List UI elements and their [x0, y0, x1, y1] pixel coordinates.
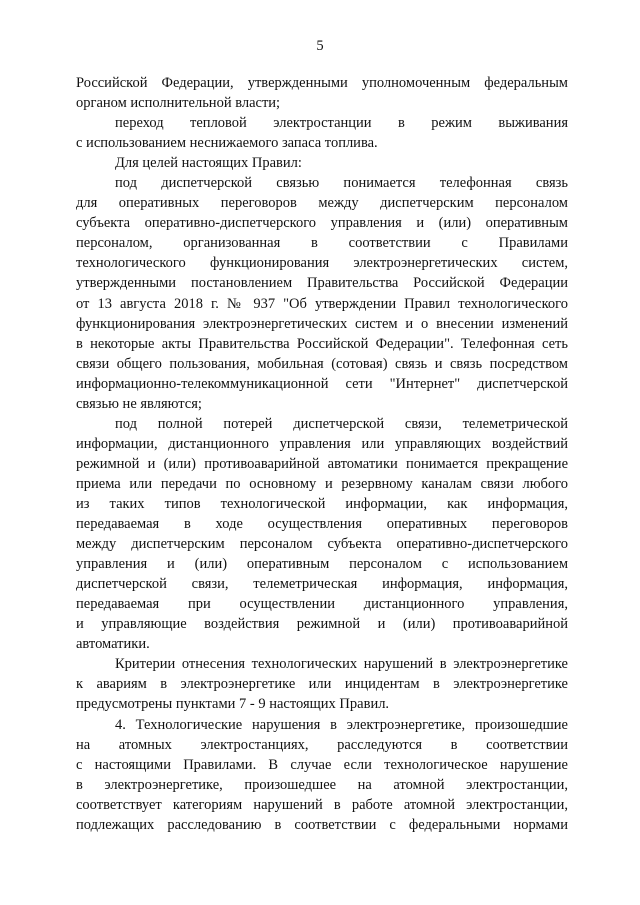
text-line: Для целей настоящих Правил:: [115, 155, 302, 172]
page-number: 5: [316, 38, 324, 54]
paragraph: [76, 73, 568, 113]
text-line: к авариям в электроэнергетике или инцидентам в электроэнергетике: [76, 676, 568, 693]
text-line: 4. Технологические нарушения в электроэнергетике, произошедшие: [115, 716, 568, 733]
text-line: предусмотрены пунктами 7 - 9 настоящих Правил.: [76, 696, 390, 713]
text-line: Российской Федерации, утвержденными уполномоченным федеральным: [76, 75, 568, 91]
text-line: связи общего пользования, мобильная (сотовая) связь и связь посредством: [76, 355, 568, 372]
paragraph: [76, 715, 568, 835]
text-line: информации, дистанционного управления или управляющих воздействий: [76, 435, 568, 452]
text-line: из таких типов технологической информации, как информация,: [76, 495, 568, 512]
text-line: автоматики.: [76, 636, 150, 653]
text-line: от 13 августа 2018 г. № 937 "Об утверждении Правил технологического: [76, 295, 568, 312]
text-line: соответствует категориям нарушений в работе атомной электростанции,: [76, 796, 568, 813]
text-line: Критерии отнесения технологических нарушений в электроэнергетике: [115, 656, 568, 673]
text-line: между диспетчерским персоналом субъекта оперативно-диспетчерского: [76, 536, 568, 553]
paragraph: [76, 654, 568, 714]
text-line: передаваемая в ходе осуществления оперативных переговоров: [76, 516, 568, 533]
text-line: с использованием неснижаемого запаса топлива.: [76, 135, 378, 152]
document-body: [76, 73, 568, 835]
text-line: органом исполнительной власти;: [76, 95, 281, 112]
text-line: диспетчерской связи, телеметрическая информация, информация,: [76, 576, 568, 593]
text-line: субъекта оперативно-диспетчерского управления и (или) оперативным: [76, 215, 568, 232]
text-line: подлежащих расследованию в соответствии с федеральными нормами: [76, 816, 568, 833]
text-line: с настоящими Правилами. В случае если технологическое нарушение: [76, 756, 568, 773]
text-line: управления и (или) оперативным персоналом с использованием: [76, 556, 568, 573]
text-line: функционирования электроэнергетических систем и о внесении изменений: [76, 315, 568, 332]
text-line: персоналом, организованная в соответствии с Правилами: [76, 235, 568, 252]
paragraph: [76, 113, 568, 153]
text-line: информационно-телекоммуникационной сети "Интернет" диспетчерской: [76, 375, 568, 392]
text-line: под полной потерей диспетчерской связи, телеметрической: [115, 415, 568, 432]
text-line: передаваемая при осуществлении дистанционного управления,: [76, 596, 568, 613]
text-line: связью не являются;: [76, 395, 202, 412]
paragraph: [76, 153, 568, 173]
text-line: на атомных электростанциях, расследуются в соответствии: [76, 736, 568, 753]
text-line: технологического функционирования электроэнергетических систем,: [76, 255, 568, 272]
text-line: режимной и (или) противоаварийной автоматики понимается прекращение: [76, 455, 568, 472]
paragraph: [76, 173, 568, 414]
text-line: и управляющие воздействия режимной и (или) противоаварийной: [76, 616, 568, 633]
text-line: в электроэнергетике, произошедшее на атомной электростанции,: [76, 776, 568, 793]
paragraph: [76, 414, 568, 655]
text-line: в некоторые акты Правительства Российской Федерации". Телефонная сеть: [76, 335, 568, 352]
text-line: утвержденными постановлением Правительства Российской Федерации: [76, 275, 568, 292]
text-line: под диспетчерской связью понимается телефонная связь: [115, 175, 568, 192]
text-line: приема или передачи по основному и резервному каналам связи любого: [76, 475, 568, 492]
text-line: для оперативных переговоров между диспетчерским персоналом: [76, 195, 568, 212]
text-line: переход тепловой электростанции в режим выживания: [115, 115, 568, 132]
